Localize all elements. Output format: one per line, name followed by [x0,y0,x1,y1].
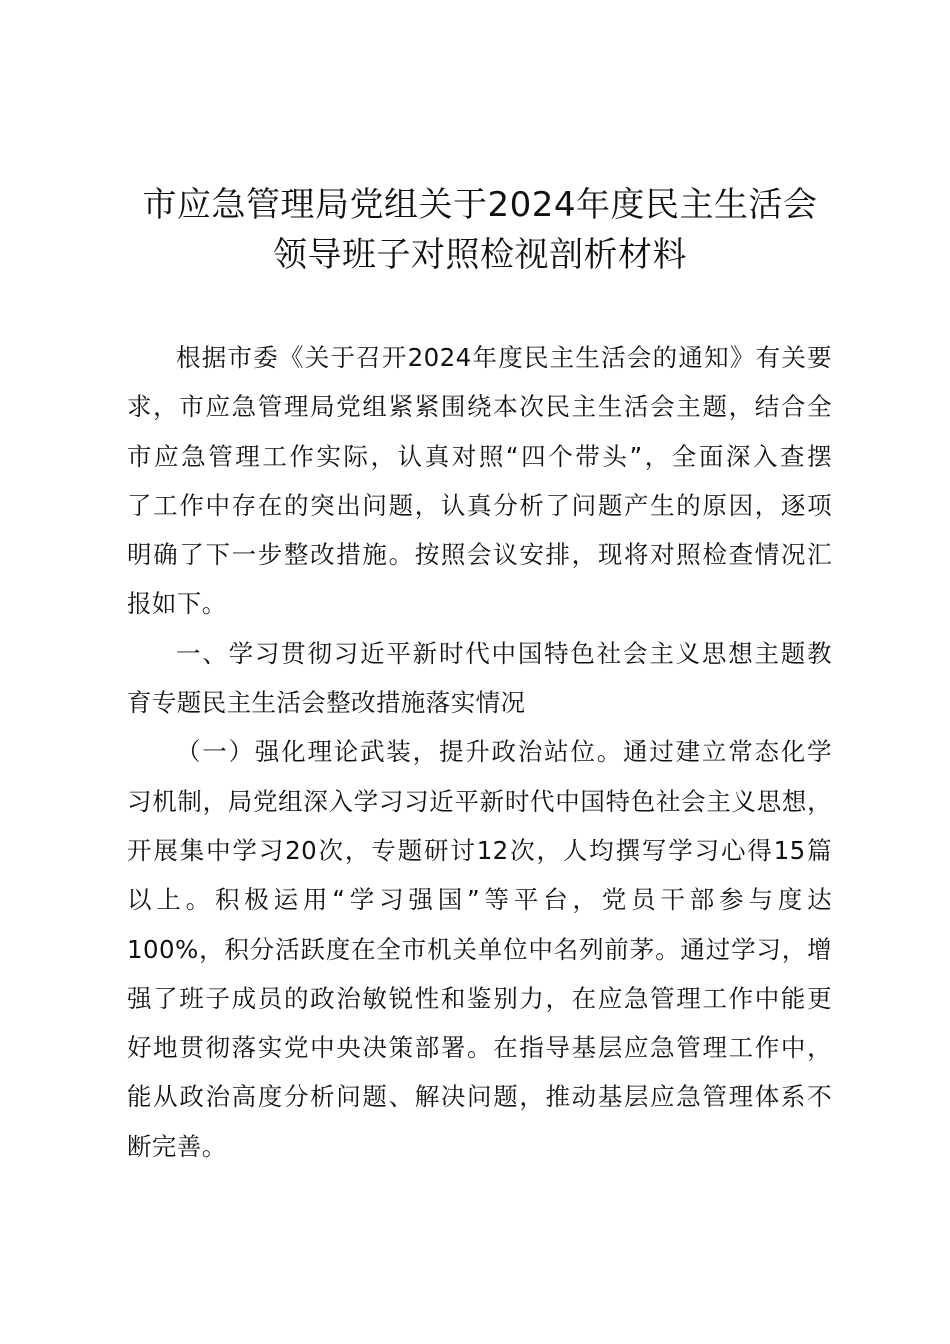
text-line: 育专题民主生活会整改措施落实情况 [127,688,526,718]
text-line: 求，市应急管理局党组紧紧围绕本次民主生活会主题，结合全 [127,392,832,422]
text-line: 100%，积分活跃度在全市机关单位中名列前茅。通过学习，增 [127,934,832,964]
text-line: 报如下。 [127,589,227,619]
section-heading-1 [127,629,832,728]
text-line: 开展集中学习20次，专题研讨12次，人均撰写学习心得15篇 [127,835,832,865]
document-title [100,180,860,280]
text-line: 习机制，局党组深入学习习近平新时代中国特色社会主义思想， [127,786,832,816]
text-line: 能从政治高度分析问题、解决问题，推动基层应急管理体系不 [127,1082,832,1112]
text-line: 了工作中存在的突出问题，认真分析了问题产生的原因，逐项 [127,490,832,520]
text-line: 根据市委《关于召开2024年度民主生活会的通知》有关要 [176,343,832,372]
paragraph-subsection-1 [127,727,832,1171]
paragraph-intro [127,333,832,629]
text-line: 明确了下一步整改措施。按照会议安排，现将对照检查情况汇 [127,540,832,570]
document-body [127,333,832,1171]
title-line: 领导班子对照检视剖析材料 [273,235,687,275]
text-line: 强了班子成员的政治敏锐性和鉴别力，在应急管理工作中能更 [127,983,832,1013]
text-line: 市应急管理工作实际，认真对照“四个带头”，全面深入查摆 [127,441,832,471]
title-line: 市应急管理局党组关于2024年度民主生活会 [142,185,818,225]
text-line: 以上。积极运用“学习强国”等平台，党员干部参与度达 [127,885,832,915]
text-line: 断完善。 [127,1131,227,1161]
text-line: 一、学习贯彻习近平新时代中国特色社会主义思想主题教 [176,638,832,668]
text-line: （一）强化理论武装，提升政治站位。通过建立常态化学 [176,737,832,767]
text-line: 好地贯彻落实党中央决策部署。在指导基层应急管理工作中， [127,1033,832,1063]
